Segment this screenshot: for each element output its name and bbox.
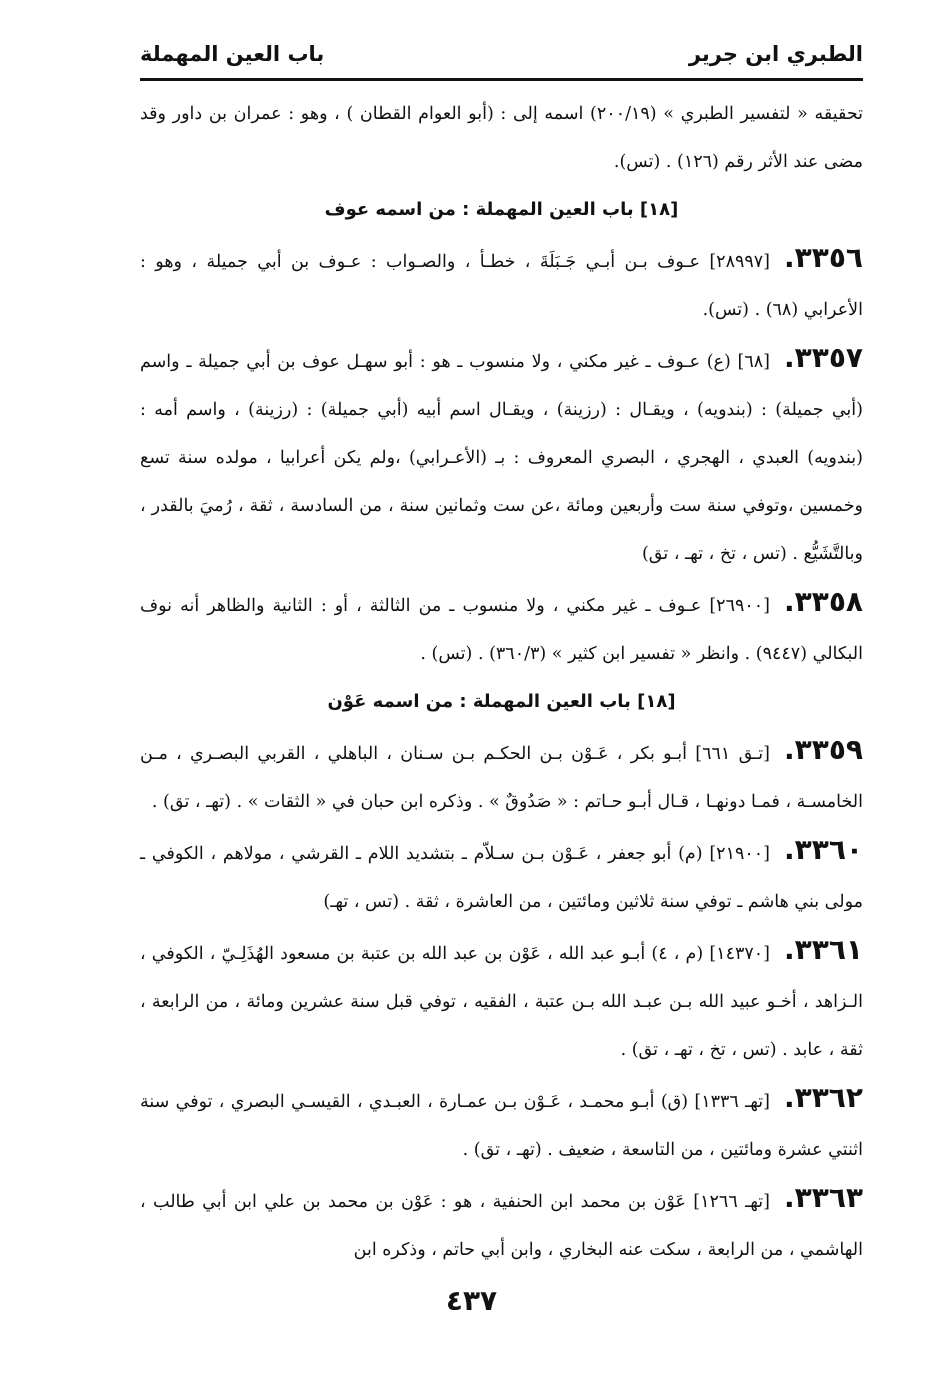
header-book-title: الطبري ابن جرير — [688, 42, 863, 66]
entry-3363 — [140, 1174, 863, 1274]
entry-3362 — [140, 1074, 863, 1174]
intro-paragraph: تحقيقه « لتفسير الطبري » (٢٠٠/١٩) اسمه إلى : (أبو العوام القطان ) ، وهو : عمران بن داور وقد مضى عند الأثر رقم (١٢٦) . (تس). — [140, 104, 863, 172]
entry-3360 — [140, 826, 863, 926]
section-heading-awf: [١٨] باب العين المهملة : من اسمه عوف — [324, 199, 679, 220]
entry-text: [٢٦٩٠٠] عـوف ـ غير مكني ، ولا منسوب ـ من الثالثة ، أو : الثانية والظاهر أنه نوف البكالي (٩٤٤٧) . وانظر « تفسير ابن كثير » (٣٦٠/٣) . (تس) . — [140, 596, 863, 664]
entry-text: [٦٨] (ع) عـوف ـ غير مكني ، ولا منسوب ـ هو : أبو سهـل عوف بن أبي جميلة ـ واسم (أبي جميلة) : (بندويه) ، ويقـال : (رزينة) ، ويقـال اسم أبيه (أبي جميلة) : (رزينة) ، واسم أمه : (بندويه) العبدي ، الهجري ، البصري المعروف : بـ (الأعـرابي) ،ولم يكن أعرابيا ، مولده سنة تسع وخمسين ،وتوفي سنة ست وأربعين ومائة ،عن ست وثمانين سنة ، من السادسة ، ثقة ، رُميَ بالقدر ، وبالتَّشَيُّع . (تس ، تخ ، تهـ ، تق) — [140, 352, 863, 564]
page-number: ٤٣٧ — [445, 1284, 498, 1317]
entry-3358 — [140, 578, 863, 678]
entry-3361 — [140, 926, 863, 1074]
entry-text: [٢٨٩٩٧] عـوف بـن أبـي جَـبَلَةَ ، خطـأ ، والصـواب : عـوف بن أبي جميلة ، وهو : الأعرابي (٦٨) . (تس). — [140, 252, 863, 320]
entry-text: [تهـ ١٢٦٦] عَوْن بن محمد ابن الحنفية ، هو : عَوْن بن محمد بن علي ابن أبي طالب ، الهاشمي ، من الرابعة ، سكت عنه البخاري ، وابن أبي حاتم ، وذكره ابن — [140, 1192, 863, 1260]
entry-text: [تـق ٦٦١] أبـو بكر ، عَـوْن بـن الحكـم بـن سـنان ، الباهلي ، القربي البصـري ، مـن الخامسـة ، فمـا دونهـا ، قـال أبـو حـاتم : « صَدُوقٌ » . وذكره ابن حبان في « الثقات » . (تهـ ، تق) . — [140, 744, 863, 812]
entry-number: ٣٣٦٠. — [784, 833, 863, 866]
entry-number: ٣٣٦٢. — [783, 1081, 863, 1114]
running-header — [140, 36, 863, 72]
page-body — [140, 90, 863, 1274]
entry-number: ٣٣٥٧. — [784, 341, 863, 374]
entry-number: ٣٣٥٨. — [784, 585, 863, 618]
entry-text: [تهـ ١٣٣٦] (ق) أبـو محمـد ، عَـوْن بـن عمـارة ، العبـدي ، القيسـي البصري ، توفي سنة اثنتي عشرة ومائتين ، من التاسعة ، ضعيف . (تهـ ، تق) . — [140, 1092, 863, 1160]
section-heading-awn: [١٨] باب العين المهملة : من اسمه عَوْن — [327, 691, 676, 712]
entry-number: ٣٣٦١. — [784, 933, 863, 966]
entry-3357 — [140, 334, 863, 578]
entry-3356 — [140, 234, 863, 334]
entry-text: [٢١٩٠٠] (م) أبو جعفر ، عَـوْن بـن سـلاّم ـ بتشديد اللام ـ القرشي ، مولاهم ، الكوفي ـ مولى بني هاشم ـ توفي سنة ثلاثين ومائتين ، من العاشرة ، ثقة . (تس ، تهـ) — [140, 844, 863, 912]
entry-3359 — [140, 726, 863, 826]
entry-number: ٣٣٦٣. — [784, 1181, 863, 1214]
entry-number: ٣٣٥٦. — [784, 241, 863, 274]
entry-text: [١٤٣٧٠] (م ، ٤) أبـو عبد الله ، عَوْن بن عبد الله بن عتبة بن مسعود الهُذَلِـيّ ، الكوفي ، الـزاهد ، أخـو عبيد الله بـن عبـد الله بـن عتبة ، الفقيه ، توفي قبل سنة عشرين ومائة ، من الرابعة ، ثقة ، عابد . (تس ، تخ ، تهـ ، تق) . — [140, 944, 863, 1060]
header-rule — [140, 78, 863, 81]
header-chapter-title: باب العين المهملة — [140, 42, 325, 66]
entry-number: ٣٣٥٩. — [784, 733, 864, 766]
